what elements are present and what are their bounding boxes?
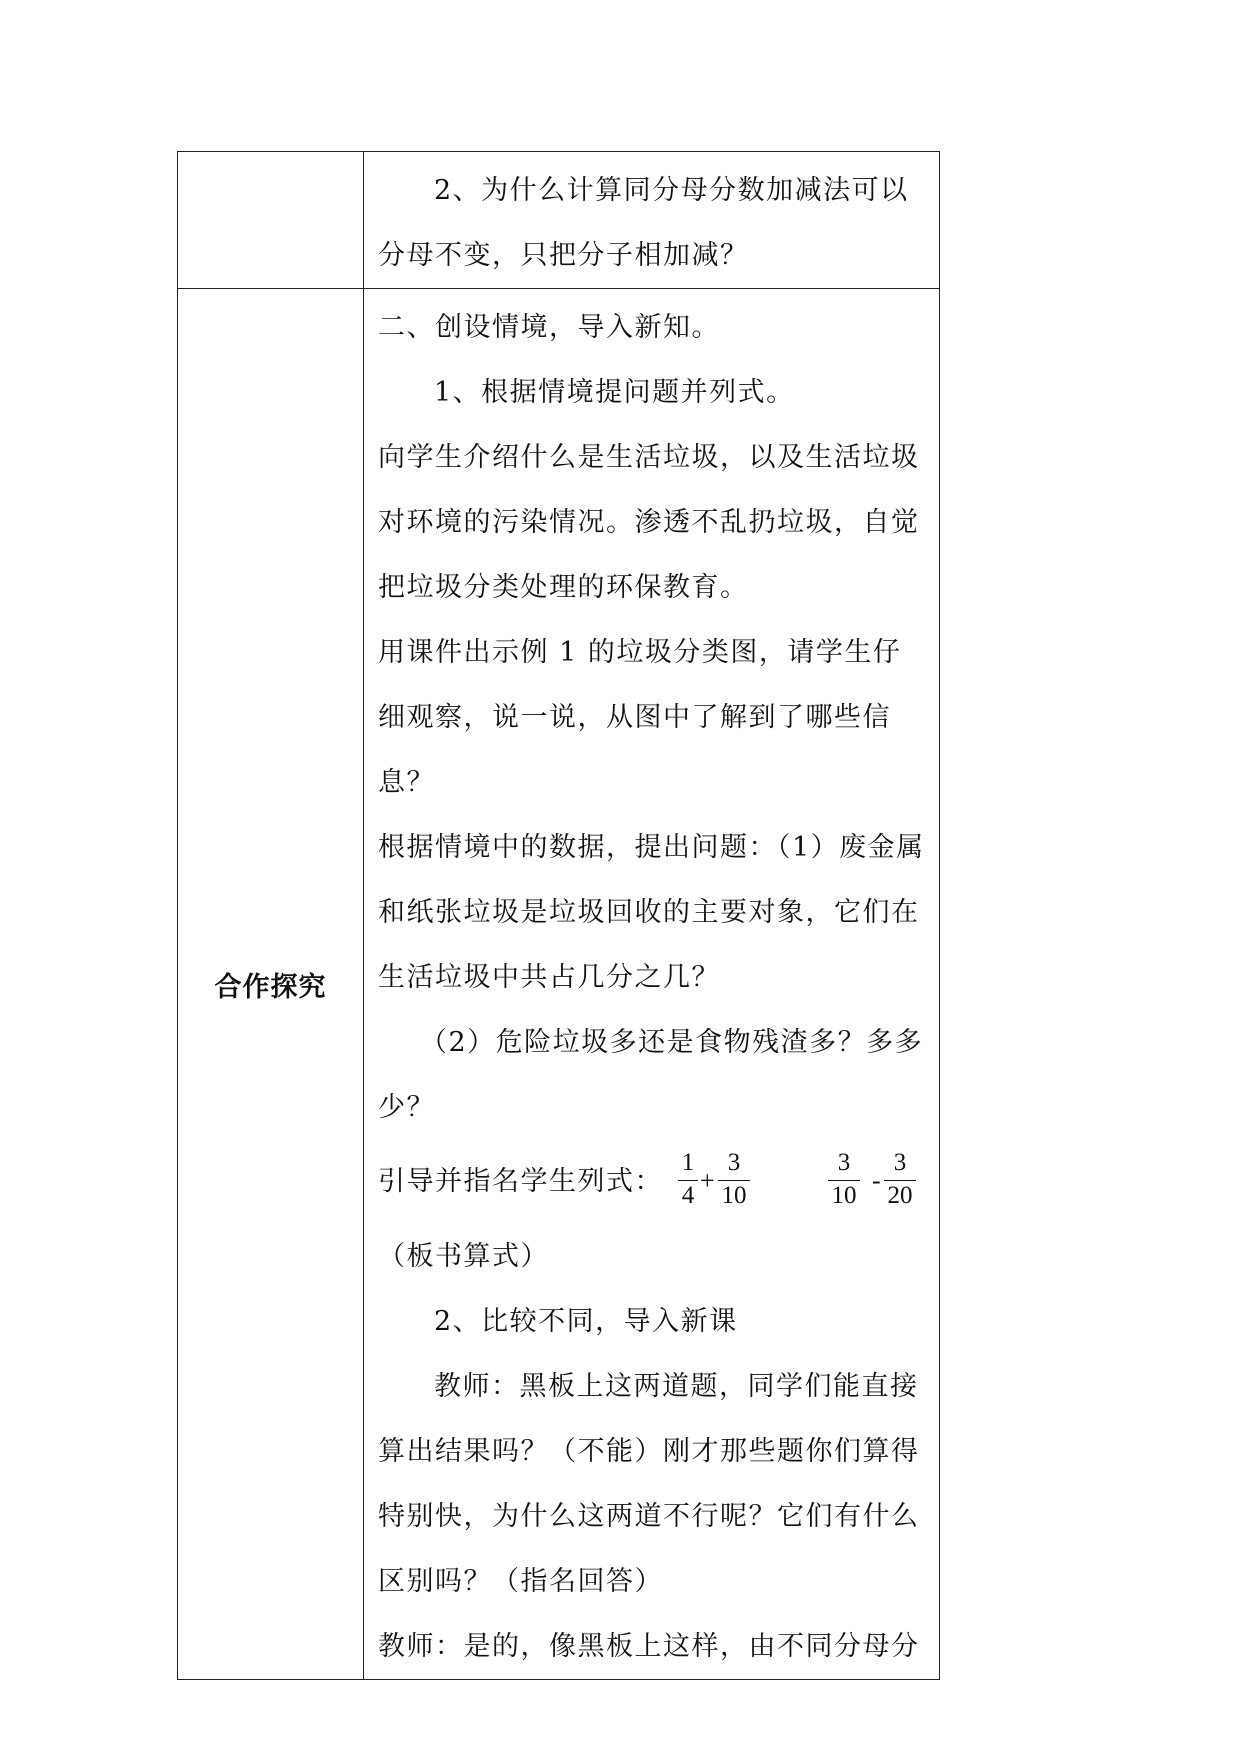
stage-label: 合作探究 xyxy=(214,971,327,1003)
fraction xyxy=(884,1148,916,1213)
numerator: 3 xyxy=(718,1148,750,1181)
paragraph-courseware: 用课件出示例 1 的垃圾分类图，请学生仔细观察，说一说，从图中了解到了哪些信息？ xyxy=(378,637,902,798)
fraction xyxy=(718,1148,750,1213)
lesson-plan-table xyxy=(177,151,940,1680)
section-heading: 二、创设情境，导入新知。 xyxy=(378,312,720,343)
table-row xyxy=(178,152,940,289)
denominator: 10 xyxy=(721,1182,747,1209)
denominator: 10 xyxy=(831,1182,857,1209)
minus-operator: - xyxy=(872,1166,881,1195)
fraction xyxy=(678,1148,698,1213)
table-row xyxy=(178,289,940,1680)
formula-lead-text: 引导并指名学生列式： xyxy=(378,1166,663,1197)
formula-line xyxy=(378,1140,929,1224)
content-cell xyxy=(364,152,940,289)
numerator: 3 xyxy=(884,1148,916,1181)
paragraph-teacher-question: 教师：黑板上这两道题，同学们能直接算出结果吗？（不能）刚才那些题你们算得特别快，为什么这两道不行呢？它们有什么区别吗？（指名回答） xyxy=(378,1371,920,1597)
step-2-heading: 2、比较不同，导入新课 xyxy=(434,1306,738,1337)
denominator: 4 xyxy=(681,1182,695,1209)
fraction xyxy=(828,1148,860,1213)
paragraph-questions: 根据情境中的数据，提出问题：（1）废金属和纸张垃圾是垃圾回收的主要对象，它们在生活垃圾中共占几分之几？ xyxy=(378,832,925,993)
stage-label-cell-empty xyxy=(178,152,364,289)
numerator: 3 xyxy=(828,1148,860,1181)
blackboard-note: （板书算式） xyxy=(378,1241,549,1272)
plus-operator: + xyxy=(700,1166,715,1195)
numerator: 1 xyxy=(678,1148,698,1181)
paragraph-teacher-summary: 教师：是的，像黑板上这样，由不同分母分 xyxy=(378,1631,920,1662)
question-2-text: 2、为什么计算同分母分数加减法可以分母不变，只把分子相加减？ xyxy=(378,175,909,271)
paragraph-question-2: （2）危险垃圾多还是食物残渣多？多多少？ xyxy=(378,1027,924,1123)
step-1-heading: 1、根据情境提问题并列式。 xyxy=(434,377,795,408)
stage-label-cell xyxy=(178,289,364,1680)
denominator: 20 xyxy=(887,1182,913,1209)
paragraph-intro-garbage: 向学生介绍什么是生活垃圾，以及生活垃圾对环境的污染情况。渗透不乱扔垃圾，自觉把垃圾分类处理的环保教育。 xyxy=(378,442,920,603)
content-cell xyxy=(364,289,940,1680)
